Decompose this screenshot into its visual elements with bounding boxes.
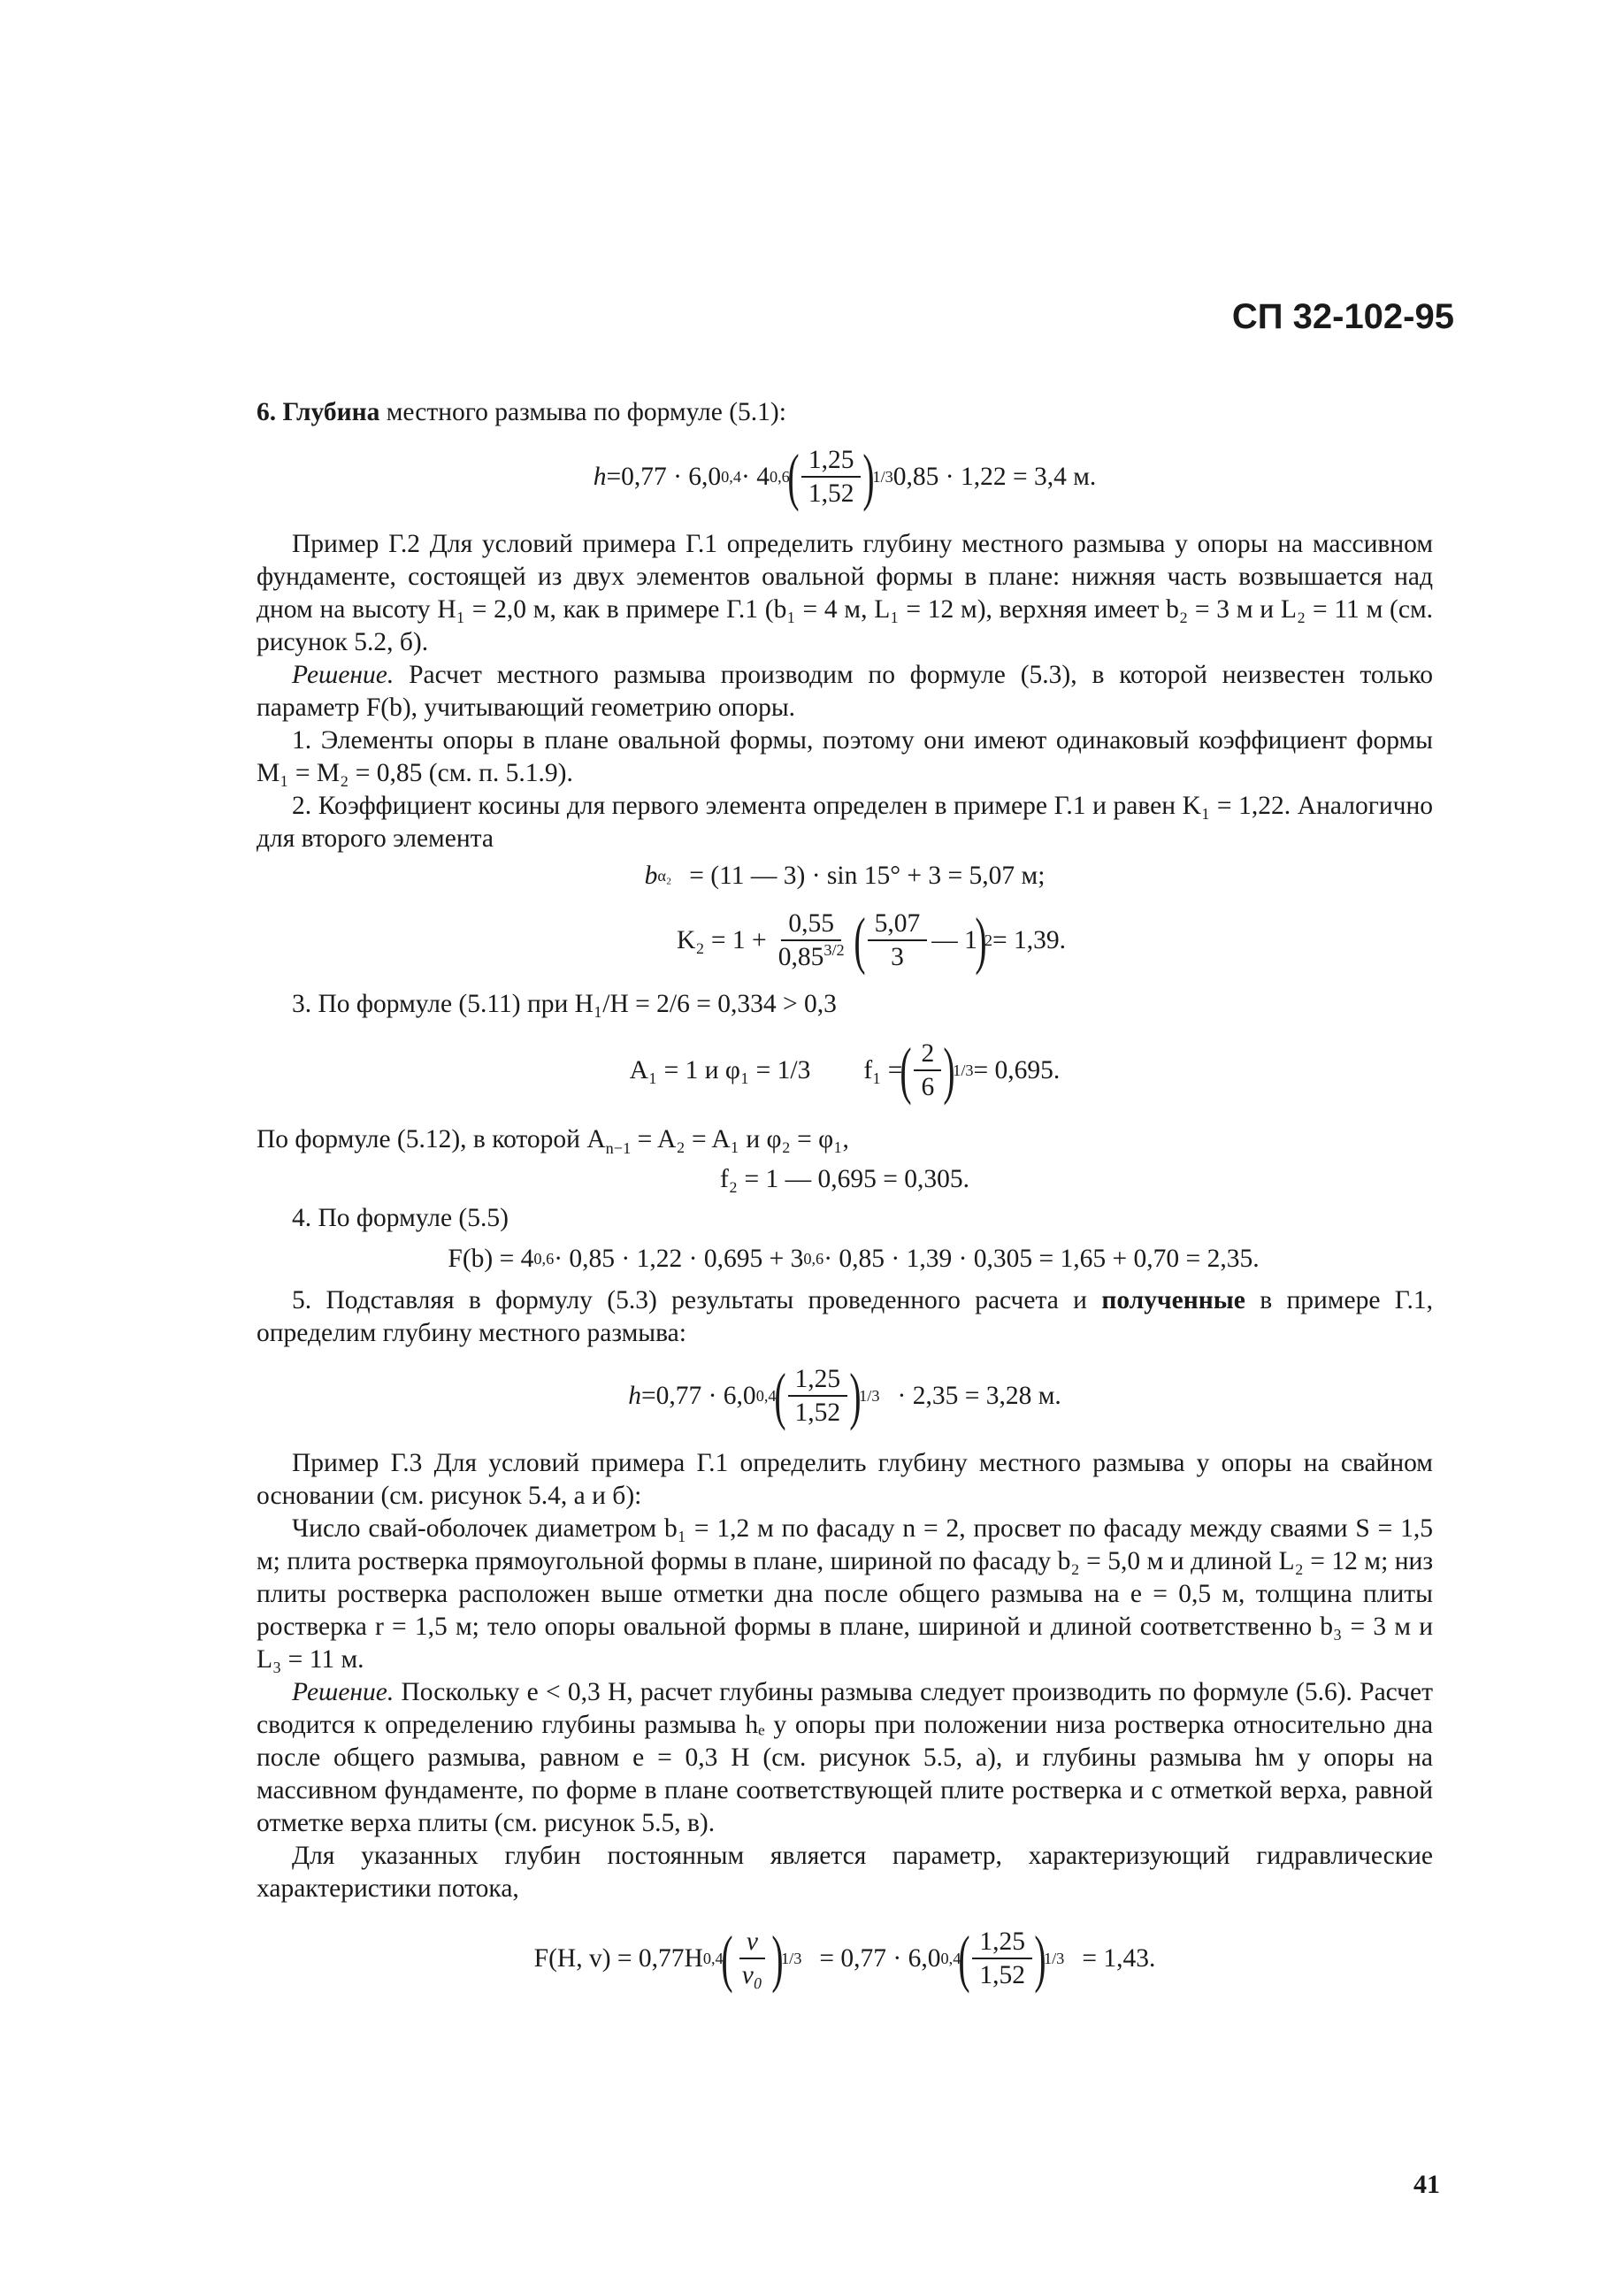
eq-fh-den2: 1,52 — [979, 1961, 1025, 1989]
equation-k2: K₂ = 1 + $\frac{0,55}{0,85^{3/2}}$ ( $\frac{5,07}{3}$ — 1 ) 2 = 1,39. — [676, 905, 1067, 976]
eq-f1-lhs: f₁ = — [863, 1055, 903, 1084]
eq-h2-rparen: ) — [849, 1360, 862, 1431]
eq-fh-num1 — [739, 1927, 765, 1959]
section-6-title-bold: 6. Глубина — [257, 398, 380, 426]
example-2-step-3b — [257, 1123, 1433, 1156]
eq-k2-inner-den: 3 — [891, 943, 904, 971]
page-number: 41 — [1413, 2170, 1440, 2199]
example-2-paragraph — [257, 528, 1433, 659]
eq-fh-den1-text: v₀ — [741, 1961, 763, 1989]
step5-rest: в примере Г.1, определим глубину местного размыва: — [257, 1286, 1433, 1347]
step5-bold: полученные — [1101, 1286, 1245, 1314]
eq-fh-result: = 1,43. — [1082, 1943, 1156, 1973]
section-6-title-rest: местного размыва по формуле (5.1): — [379, 398, 786, 426]
equation-a1-f1: A₁ = 1 и φ₁ = 1/3 f₁ = ( $\frac{2}{6}$ ) 1/3 = 0,695. — [629, 1035, 1061, 1106]
eq-fh-fraction1 — [735, 1927, 770, 1989]
example-2-step-5 — [257, 1284, 1433, 1350]
eq-fb-lhs: F(b) = 4 — [448, 1244, 534, 1273]
example-2-solution — [257, 659, 1433, 724]
eq-f1-den: 6 — [921, 1073, 935, 1101]
example-2-step-3: 3. По формуле (5.11) при H₁/H = 2/6 = 0,334 > 0,3 — [292, 990, 837, 1018]
eq-f1-fraction — [914, 1039, 941, 1101]
step3b-sub: n−1 — [605, 1138, 632, 1157]
equation-h-2: h =0,77 · 6,0 0,4 ( $\frac{1,25}{1,52}$ ) 1/3 · 2,35 = 3,28 м. — [628, 1360, 1061, 1431]
equation-fb: F(b) = 4 0,6 · 0,85 · 1,22 · 0,695 + 3 0,6 · 0,85 · 1,39 · 0,305 = 1,65 + 0,70 = 2,35. — [257, 1238, 1433, 1279]
eq1-num: 1,25 — [801, 446, 862, 478]
equation-fhv: F(H, v) = 0,77H 0,4 ( $\frac{v}{\text{v₀}}$ ) 1/3 = 0,77 · 6,0 0,4 ( $\frac{1,25}{1,52}$ ) 1/3 = 1,43. — [533, 1923, 1156, 1994]
eq-h2-lparen: ( — [773, 1360, 786, 1431]
eq-k2-den-exp: 3/2 — [823, 941, 845, 960]
eq-a1: A₁ = 1 и φ₁ = 1/3 — [629, 1055, 811, 1084]
eq-fb-mid: · 0,85 · 1,22 · 0,695 + 3 — [554, 1244, 804, 1273]
eq-h2-lhs: h — [628, 1381, 641, 1410]
eq-f1-rparen: ) — [943, 1035, 955, 1106]
example-3-solution-label: Решение. — [292, 1678, 395, 1706]
example-3-solution-text: Поскольку e < 0,3 H, расчет глубины размыва следует производить по формуле (5.6). Расчет сводится к определению глубины размыва hₑ у опоры при положении низа ростверка относительно дна после общего размыва, равном e = 0,3 H (см. рисунок 5.5, а), и глубины размыва hм у опоры на массивном фундаменте, по форме в плане соответствующей плите ростверка и с отметкой верха, равной отметке верха плиты (см. рисунок 5.5, в). — [257, 1678, 1433, 1837]
eq1-rparen: ) — [862, 441, 876, 512]
eq-fh-lparen2: ( — [958, 1923, 970, 1994]
eq-f1-result: = 0,695. — [973, 1055, 1061, 1084]
eq-k2-fraction — [771, 909, 852, 971]
example-2-step-4: 4. По формуле (5.5) — [292, 1204, 509, 1232]
example-2-step-2: 2. Коэффициент косины для первого элемента определен в примере Г.1 и равен K₁ = 1,22. Аналогично для второго элемента — [257, 792, 1433, 853]
eq-fh-lhs: F(H, v) = 0,77H — [533, 1943, 703, 1973]
example-3-solution — [257, 1676, 1433, 1840]
document-code: СП 32-102-95 — [1231, 297, 1454, 336]
example-3-text: Для условий примера Г.1 определить глубину местного размыва у опоры на свайном основании (см. рисунок 5.4, а и б): — [257, 1449, 1433, 1510]
eq1-tail: 0,85 · 1,22 = 3,4 м. — [892, 462, 1097, 491]
eq-k2-lparen: ( — [854, 905, 866, 976]
eq-h2-den: 1,52 — [794, 1399, 841, 1427]
example-2-step-1: 1. Элементы опоры в плане овальной формы, поэтому они имеют одинаковый коэффициент формы M₁ = M₂ = 0,85 (см. п. 5.1.9). — [257, 726, 1433, 787]
eq-fh-rparen2: ) — [1034, 1923, 1046, 1994]
eq-f1-lparen: ( — [900, 1035, 913, 1106]
eq1-den: 1,52 — [808, 479, 854, 508]
eq1-mid: · 4 — [741, 462, 770, 491]
eq-b-rhs: = (11 — 3) · sin 15° + 3 = 5,07 м; — [689, 861, 1046, 890]
equation-h-1: h =0,77 · 6,0 0,4 · 4 0,6 ( $\frac{1,25}{1,52}$ ) 1/3 0,85 · 1,22 = 3,4 м. — [593, 441, 1097, 512]
eq-fh-den1 — [735, 1959, 770, 1989]
eq-fh-num2: 1,25 — [972, 1927, 1032, 1959]
eq-fh-lparen1: ( — [721, 1923, 733, 1994]
example-2-solution-label: Решение. — [292, 661, 395, 689]
eq-k2-den-wrap — [771, 941, 852, 971]
example-2-solution-text: Расчет местного размыва производим по формуле (5.3), в которой неизвестен только параметр F(b), учитывающий геометрию опоры. — [257, 661, 1433, 722]
equation-b-alpha: b α₂ = (11 — 3) · sin 15° + 3 = 5,07 м; — [257, 857, 1433, 894]
eq-k2-inner-fraction — [868, 909, 928, 971]
step3b-rest: = A₂ = A₁ и φ₂ = φ₁, — [631, 1125, 849, 1153]
eq-k2-den: 0,85 — [778, 943, 824, 971]
eq1-body: =0,77 · 6,0 — [606, 462, 722, 491]
eq-f2-text: f₂ = 1 — 0,695 = 0,305. — [719, 1164, 969, 1193]
example-3-paragraph — [257, 1447, 1433, 1513]
eq-fh-rparen1: ) — [771, 1923, 784, 1994]
eq-h2-body: =0,77 · 6,0 — [640, 1381, 756, 1410]
eq-fh-mid: = 0,77 · 6,0 — [819, 1943, 941, 1973]
example-2-label: Пример Г.2 — [292, 530, 420, 558]
eq-fb-tail: · 0,85 · 1,39 · 0,305 = 1,65 + 0,70 = 2,35. — [823, 1244, 1260, 1273]
eq-fh-num1-text: v — [746, 1927, 758, 1956]
eq-k2-lhs: K₂ = 1 + — [676, 925, 767, 954]
eq-k2-rparen: ) — [975, 905, 987, 976]
eq-k2-inner-tail: — 1 — [931, 925, 977, 954]
eq-f1-num: 2 — [914, 1039, 941, 1071]
eq-h2-tail: · 2,35 = 3,28 м. — [897, 1381, 1061, 1410]
eq-h2-fraction — [788, 1365, 848, 1427]
example-3-constant: Для указанных глубин постоянным является параметр, характеризующий гидравлические характеристики потока, — [257, 1842, 1433, 1903]
eq1-fraction — [801, 446, 862, 508]
example-3-label: Пример Г.3 — [292, 1449, 423, 1477]
eq1-lparen: ( — [787, 441, 800, 512]
eq-k2-inner-num: 5,07 — [868, 909, 928, 941]
page-body — [257, 396, 1433, 2139]
eq-fh-fraction2 — [972, 1927, 1032, 1989]
example-2-text: Для условий примера Г.1 определить глубину местного размыва у опоры на массивном фундаменте, состоящей из двух элементов овальной формы в плане: нижняя часть возвышается над дном на высоту H₁ = 2,0 м, как в примере Г.1 (b₁ = 4 м, L₁ = 12 м), верхняя имеет b₂ = 3 м и L₂ = 11 м (см. рисунок 5.2, б). — [257, 530, 1433, 656]
eq-k2-result: = 1,39. — [992, 925, 1067, 954]
eq1-lhs: h — [593, 462, 607, 491]
equation-f2 — [257, 1160, 1433, 1199]
step5-text: 5. Подставляя в формулу (5.3) результаты проведенного расчета и — [292, 1286, 1102, 1314]
example-3-data: Число свай-оболочек диаметром b₁ = 1,2 м по фасаду n = 2, просвет по фасаду между сваями S = 1,5 м; плита ростверка прямоугольной формы в плане, шириной по фасаду b₂ = 5,0 м и длиной L₂ = 12 м; низ плиты ростверка расположен выше отметки дна после общего размыва на e = 0,5 м, толщина плиты ростверка r = 1,5 м; тело опоры овальной формы в плане, шириной и длиной соответственно b₃ = 3 м и L₃ = 11 м. — [257, 1514, 1433, 1674]
eq-k2-num: 0,55 — [781, 909, 841, 941]
eq-b-lhs: b — [644, 861, 658, 890]
eq-h2-num: 1,25 — [788, 1365, 848, 1397]
section-6-heading — [257, 396, 1433, 429]
step3b-text: По формуле (5.12), в которой A — [257, 1125, 606, 1153]
